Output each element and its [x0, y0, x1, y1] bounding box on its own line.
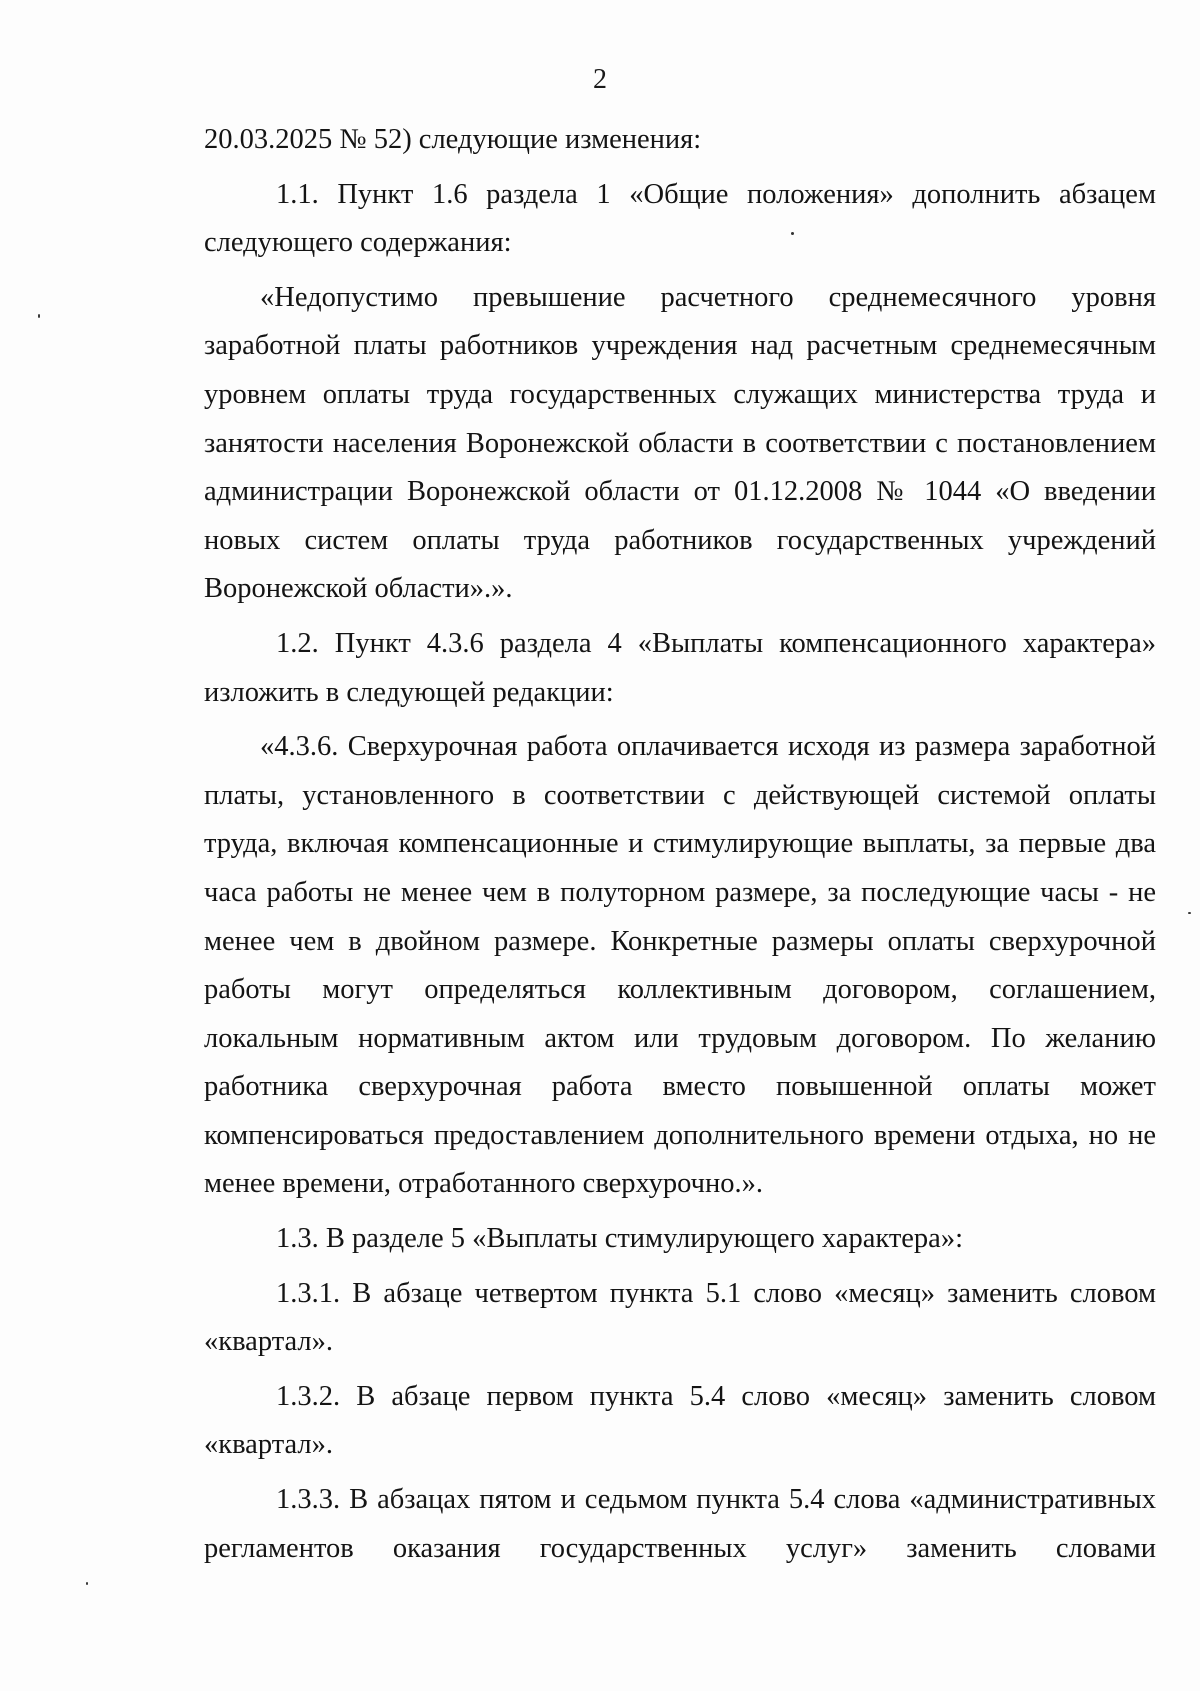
paragraph-1-3-3: 1.3.3. В абзацах пятом и седьмом пункта 5.4 слова «административных регламентов оказания государственных услуг» заменить словами — [204, 1484, 1156, 1564]
scan-speck — [791, 232, 794, 235]
document-body — [204, 116, 1156, 1573]
scan-speck — [38, 314, 40, 318]
page-number: 2 — [593, 64, 607, 95]
paragraph-1-3: 1.3. В разделе 5 «Выплаты стимулирующего характера»: — [276, 1223, 963, 1255]
paragraph-1-2: 1.2. Пункт 4.3.6 раздела 4 «Выплаты компенсационного характера» изложить в следующей редакции: — [204, 627, 1156, 708]
paragraph-1-2-quote: «4.3.6. Сверхурочная работа оплачивается исходя из размера заработной платы, установленного в соответствии с действующей системой оплаты труда, включая компенсационные и стимулирующие выплаты, за первые два часа работы не менее чем в полуторном размере, за последующие часы - не менее чем в двойном размере. Конкретные размеры оплаты сверхурочной работы могут определяться коллективным договором, соглашением, локальным нормативным актом или трудовым договором. По желанию работника сверхурочная работа вместо повышенной оплаты может компенсироваться предоставлением дополнительного времени отдыха, но не менее времени, отработанного сверхурочно.». — [204, 731, 1156, 1200]
paragraph-intro: 20.03.2025 № 52) следующие изменения: — [204, 124, 702, 155]
paragraph-1-1: 1.1. Пункт 1.6 раздела 1 «Общие положения» дополнить абзацем следующего содержания: — [204, 178, 1156, 259]
paragraph-1-3-1: 1.3.1. В абзаце четвертом пункта 5.1 слово «месяц» заменить словом «квартал». — [204, 1277, 1156, 1358]
paragraph-1-1-quote: «Недопустимо превышение расчетного среднемесячного уровня заработной платы работников учреждения над расчетным среднемесячным уровнем оплаты труда государственных служащих министерства труда и занятости населения Воронежской области в соответствии с постановлением администрации Воронежской области от 01.12.2008 № 1044 «О введении новых систем оплаты труда работников государственных учреждений Воронежской области».». — [204, 281, 1156, 605]
scan-speck — [86, 1582, 88, 1585]
scan-speck — [1188, 912, 1191, 914]
paragraph-1-3-2: 1.3.2. В абзаце первом пункта 5.4 слово «месяц» заменить словом «квартал». — [204, 1380, 1156, 1461]
